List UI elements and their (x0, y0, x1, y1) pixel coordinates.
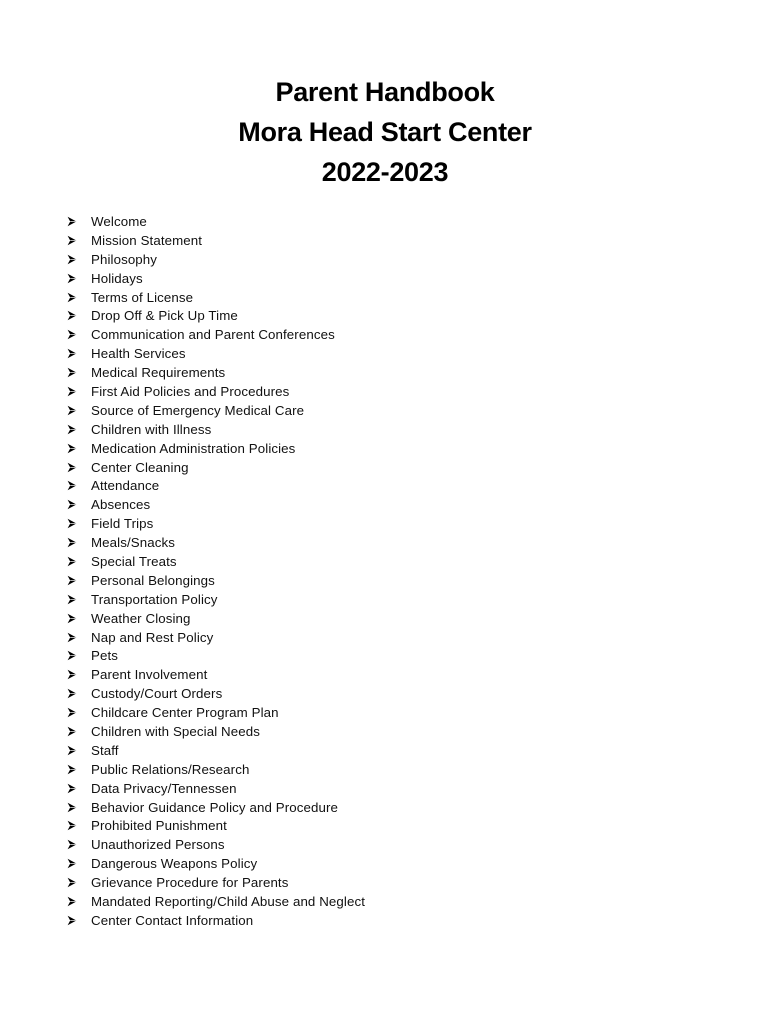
list-item (67, 382, 365, 401)
list-item (67, 873, 365, 892)
arrowhead-bullet-icon (67, 802, 91, 813)
arrowhead-bullet-icon (67, 669, 91, 680)
list-item-label: Attendance (91, 478, 160, 494)
arrowhead-bullet-icon (67, 556, 91, 567)
list-item (67, 741, 365, 760)
arrowhead-bullet-icon (67, 310, 91, 321)
arrowhead-bullet-icon (67, 499, 91, 510)
list-item-label: Weather Closing (91, 610, 191, 626)
list-item-label: Holidays (91, 270, 143, 286)
arrowhead-bullet-icon (67, 235, 91, 246)
list-item-label: Mandated Reporting/Child Abuse and Neglect (91, 894, 366, 909)
list-item-label: Children with Illness (91, 421, 212, 437)
arrowhead-bullet-icon (67, 764, 91, 775)
document-title (0, 72, 770, 192)
arrowhead-bullet-icon (67, 915, 91, 926)
list-item (67, 854, 365, 873)
list-item (67, 571, 365, 590)
arrowhead-bullet-icon (67, 745, 91, 756)
list-item-label: Grievance Procedure for Parents (91, 875, 289, 891)
list-item-label: Nap and Rest Policy (91, 629, 214, 645)
list-item (67, 306, 365, 325)
list-item (67, 533, 365, 552)
list-item (67, 628, 365, 647)
list-item-label: Medical Requirements (91, 365, 226, 381)
arrowhead-bullet-icon (67, 329, 91, 340)
arrowhead-bullet-icon (67, 613, 91, 624)
list-item-label: Center Contact Information (91, 912, 254, 928)
list-item-label: Behavior Guidance Policy and Procedure (91, 799, 338, 815)
arrowhead-bullet-icon (67, 707, 91, 718)
list-item-label: Field Trips (91, 516, 154, 532)
arrowhead-bullet-icon (67, 688, 91, 699)
list-item (67, 798, 365, 817)
list-item (67, 250, 365, 269)
list-item (67, 665, 365, 684)
arrowhead-bullet-icon (67, 877, 91, 888)
arrowhead-bullet-icon (67, 726, 91, 737)
list-item (67, 703, 365, 722)
list-item (67, 835, 365, 854)
list-item-label: Philosophy (91, 251, 158, 267)
list-item (67, 495, 365, 514)
list-item-label: Children with Special Needs (91, 723, 260, 739)
arrowhead-bullet-icon (67, 254, 91, 265)
arrowhead-bullet-icon (67, 632, 91, 643)
list-item-label: Special Treats (91, 553, 177, 569)
list-item (67, 420, 365, 439)
arrowhead-bullet-icon (67, 858, 91, 869)
list-item (67, 288, 365, 307)
arrowhead-bullet-icon (67, 839, 91, 850)
list-item-label: First Aid Policies and Procedures (91, 383, 290, 399)
arrowhead-bullet-icon (67, 273, 91, 284)
list-item (67, 760, 365, 779)
list-item-label: Mission Statement (91, 232, 203, 248)
list-item (67, 779, 365, 798)
list-item-label: Parent Involvement (91, 667, 208, 683)
table-of-contents (67, 212, 365, 930)
list-item-label: Absences (91, 497, 151, 513)
arrowhead-bullet-icon (67, 783, 91, 794)
list-item (67, 269, 365, 288)
list-item-label: Communication and Parent Conferences (91, 327, 335, 343)
list-item (67, 552, 365, 571)
list-item-label: Medication Administration Policies (91, 440, 296, 456)
list-item (67, 476, 365, 495)
arrowhead-bullet-icon (67, 575, 91, 586)
list-item-label: Transportation Policy (91, 591, 218, 607)
list-item (67, 325, 365, 344)
list-item-label: Pets (91, 648, 119, 664)
list-item (67, 892, 365, 911)
list-item-label: Public Relations/Research (91, 761, 250, 777)
list-item-label: Data Privacy/Tennessen (91, 780, 237, 796)
list-item-label: Health Services (91, 346, 186, 362)
list-item (67, 363, 365, 382)
arrowhead-bullet-icon (67, 896, 91, 907)
list-item (67, 401, 365, 420)
list-item-label: Drop Off & Pick Up Time (91, 308, 238, 324)
arrowhead-bullet-icon (67, 367, 91, 378)
list-item (67, 458, 365, 477)
list-item (67, 722, 365, 741)
list-item (67, 590, 365, 609)
arrowhead-bullet-icon (67, 348, 91, 359)
list-item (67, 817, 365, 836)
arrowhead-bullet-icon (67, 480, 91, 491)
arrowhead-bullet-icon (67, 594, 91, 605)
arrowhead-bullet-icon (67, 424, 91, 435)
arrowhead-bullet-icon (67, 518, 91, 529)
list-item-label: Source of Emergency Medical Care (91, 402, 305, 418)
list-item-label: Dangerous Weapons Policy (91, 856, 258, 872)
list-item-label: Center Cleaning (91, 459, 189, 475)
arrowhead-bullet-icon (67, 537, 91, 548)
arrowhead-bullet-icon (67, 292, 91, 303)
list-item-label: Staff (91, 742, 119, 758)
title-line-center: Mora Head Start Center (238, 117, 532, 147)
list-item (67, 609, 365, 628)
arrowhead-bullet-icon (67, 216, 91, 227)
arrowhead-bullet-icon (67, 386, 91, 397)
list-item (67, 514, 365, 533)
title-line-handbook: Parent Handbook (275, 77, 495, 107)
arrowhead-bullet-icon (67, 820, 91, 831)
arrowhead-bullet-icon (67, 405, 91, 416)
arrowhead-bullet-icon (67, 462, 91, 473)
arrowhead-bullet-icon (67, 443, 91, 454)
list-item (67, 646, 365, 665)
list-item-label: Childcare Center Program Plan (91, 705, 279, 721)
arrowhead-bullet-icon (67, 650, 91, 661)
list-item (67, 212, 365, 231)
list-item (67, 439, 365, 458)
list-item-label: Terms of License (91, 289, 194, 305)
title-line-year: 2022-2023 (321, 157, 449, 187)
list-item-label: Unauthorized Persons (91, 837, 225, 853)
list-item (67, 684, 365, 703)
list-item (67, 344, 365, 363)
list-item-label: Personal Belongings (91, 572, 215, 588)
list-item-label: Custody/Court Orders (91, 686, 223, 702)
list-item-label: Welcome (91, 213, 147, 229)
list-item (67, 911, 365, 930)
list-item-label: Meals/Snacks (91, 535, 175, 551)
list-item-label: Prohibited Punishment (91, 818, 227, 834)
list-item (67, 231, 365, 250)
